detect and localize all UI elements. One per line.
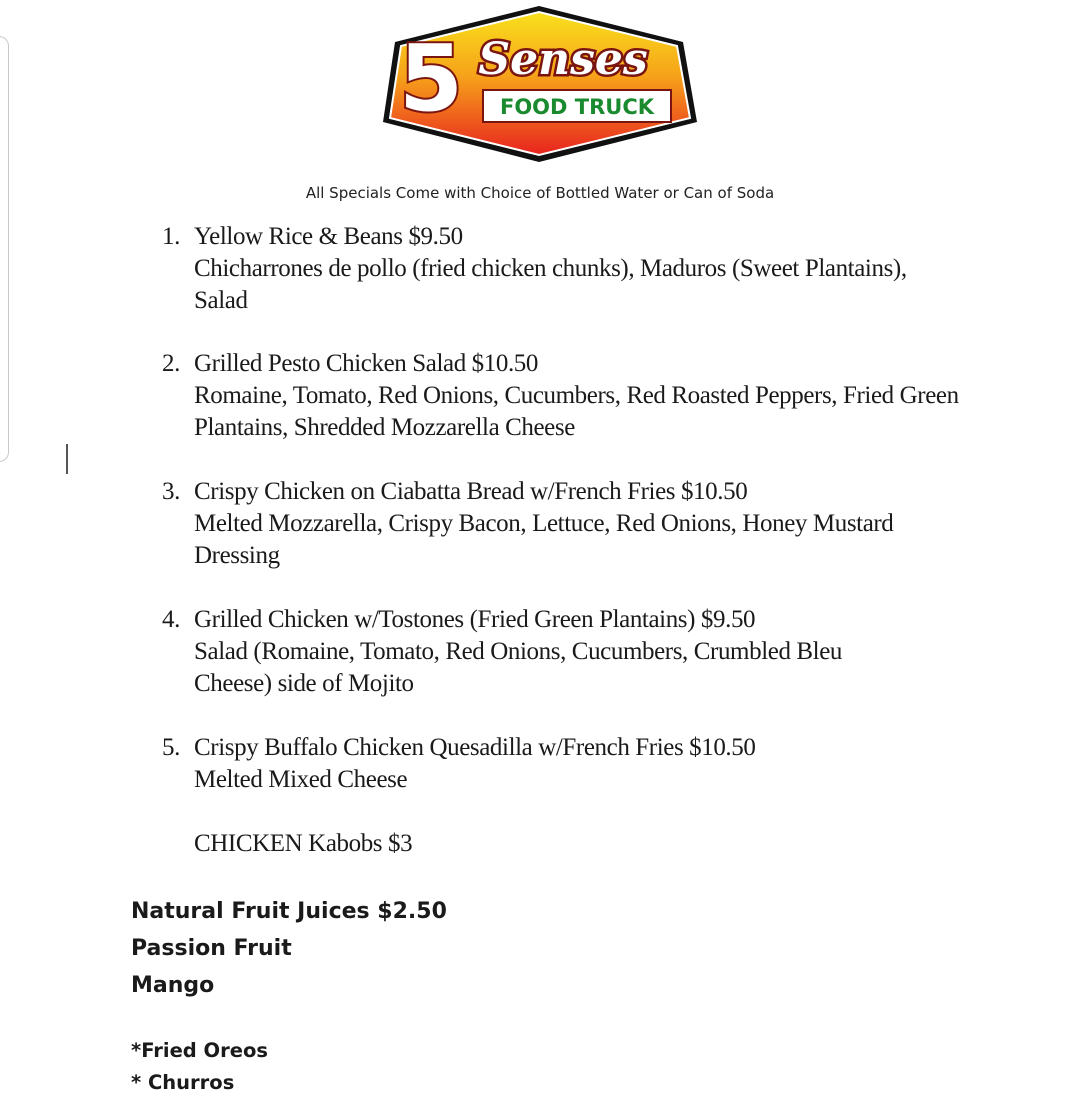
item-description: Chicharrones de pollo (fried chicken chunks), Maduros (Sweet Plantains), Salad xyxy=(194,255,907,314)
kabobs-line: CHICKEN Kabobs $3 xyxy=(194,830,413,857)
list-item xyxy=(162,348,982,444)
item-description: Salad (Romaine, Tomato, Red Onions, Cucumbers, Crumbled Bleu Cheese) side of Mojito xyxy=(194,638,843,697)
item-title: Grilled Chicken w/Tostones (Fried Green Plantains) $9.50 xyxy=(194,606,756,633)
logo-tagline: FOOD TRUCK xyxy=(499,95,655,119)
list-item xyxy=(162,476,982,572)
juices-heading: Natural Fruit Juices $2.50 xyxy=(131,899,447,924)
item-number: 3. xyxy=(162,478,180,505)
list-item xyxy=(162,604,982,700)
item-description: Romaine, Tomato, Red Onions, Cucumbers, Red Roasted Peppers, Fried Green Plantains, Shredded Mozzarella Cheese xyxy=(194,382,959,441)
item-number: 1. xyxy=(162,223,180,250)
item-description: Melted Mozzarella, Crispy Bacon, Lettuce, Red Onions, Honey Mustard Dressing xyxy=(194,510,894,569)
item-title: Grilled Pesto Chicken Salad $10.50 xyxy=(194,350,538,377)
item-number: 2. xyxy=(162,350,180,377)
item-title: Yellow Rice & Beans $9.50 xyxy=(194,223,463,250)
item-number: 5. xyxy=(162,734,180,761)
text-cursor xyxy=(66,444,68,474)
dessert-item: * Churros xyxy=(131,1071,235,1094)
logo xyxy=(379,4,699,166)
list-item xyxy=(162,221,982,317)
logo-word: Senses xyxy=(478,34,648,85)
juices-section xyxy=(131,893,447,1004)
desserts-section xyxy=(131,1035,268,1099)
item-number: 4. xyxy=(162,606,180,633)
item-description: Melted Mixed Cheese xyxy=(194,766,408,793)
dessert-item: *Fried Oreos xyxy=(131,1039,268,1062)
juice-item: Passion Fruit xyxy=(131,936,292,961)
item-title: Crispy Chicken on Ciabatta Bread w/French Fries $10.50 xyxy=(194,478,748,505)
item-title: Crispy Buffalo Chicken Quesadilla w/French Fries $10.50 xyxy=(194,734,756,761)
list-item xyxy=(162,732,982,796)
juice-item: Mango xyxy=(131,973,215,998)
page-margin-marker xyxy=(0,36,9,462)
logo-number: 5 xyxy=(398,25,464,132)
specials-subtitle: All Specials Come with Choice of Bottled Water or Can of Soda xyxy=(305,184,775,202)
